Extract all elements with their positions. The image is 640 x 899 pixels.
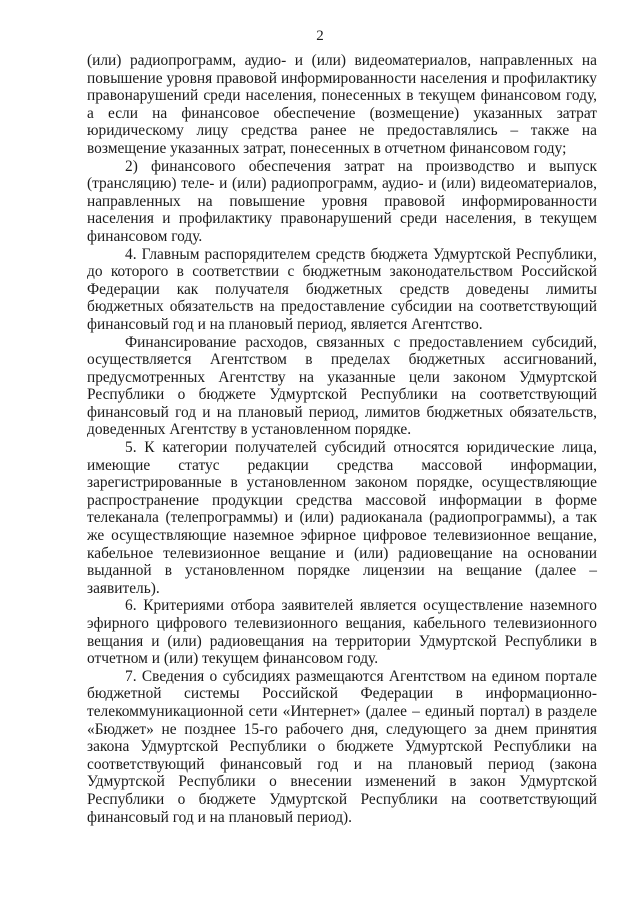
paragraph-section-4: 4. Главным распорядителем средств бюджета Удмуртской Республики, до которого в соответствии с бюджетным законодательством Российской Федерации как получателя бюджетных средств доведены лимиты бюджетных обязательств на предоставление субсидии на соответствующий финансовый год и на плановый период, является Агентство. [87, 245, 597, 333]
document-body [87, 52, 597, 826]
paragraph-section-5: 5. К категории получателей субсидий относятся юридические лица, имеющие статус редакции средства массовой информации, зарегистрированные в установленном законом порядке, осуществляющие распространение продукции средства массовой информации в форме телеканала (телепрограммы) и (или) радиоканала (радиопрограммы), а так же осуществляющие наземное эфирное цифровое телевизионное вещание, кабельное телевизионное вещание и (или) радиовещание на основании выданной в установленном порядке лицензии на вещание (далее – заявитель). [87, 439, 597, 597]
paragraph-financing: Финансирование расходов, связанных с предоставлением субсидий, осуществляется Агентством в пределах бюджетных ассигнований, предусмотренных Агентству на указанные цели законом Удмуртской Республики о бюджете Удмуртской Республики на соответствующий финансовый год и на плановый период, лимитов бюджетных обязательств, доведенных Агентству в установленном порядке. [87, 333, 597, 439]
paragraph-section-6: 6. Критериями отбора заявителей является осуществление наземного эфирного цифрового телевизионного вещания, кабельного телевизионного вещания и (или) радиовещания на территории Удмуртской Республики в отчетном и (или) текущем финансовом году. [87, 597, 597, 668]
paragraph-continuation: (или) радиопрограмм, аудио- и (или) видеоматериалов, направленных на повышение уровня правовой информированности населения и профилактику правонарушений среди населения, понесенных в текущем финансовом году, а если на финансовое обеспечение (возмещение) указанных затрат юридическому лицу средства ранее не предоставлялись – также на возмещение указанных затрат, понесенных в отчетном финансовом году; [87, 52, 597, 157]
page-number: 2 [316, 28, 324, 44]
paragraph-item-2: 2) финансового обеспечения затрат на производство и выпуск (трансляцию) теле- и (или) радиопрограмм, аудио- и (или) видеоматериалов, направленных на повышение уровня правовой информированности населения и профилактику правонарушений среди населения, в текущем финансовом году. [87, 157, 597, 245]
paragraph-section-7: 7. Сведения о субсидиях размещаются Агентством на едином портале бюджетной системы Российской Федерации в информационно-телекоммуникационной сети «Интернет» (далее – единый портал) в разделе «Бюджет» не позднее 15-го рабочего дня, следующего за днем принятия закона Удмуртской Республики о бюджете Удмуртской Республики на соответствующий финансовый год и на плановый период (закона Удмуртской Республики о внесении изменений в закон Удмуртской Республики о бюджете Удмуртской Республики на соответствующий финансовый год и на плановый период). [87, 667, 597, 826]
